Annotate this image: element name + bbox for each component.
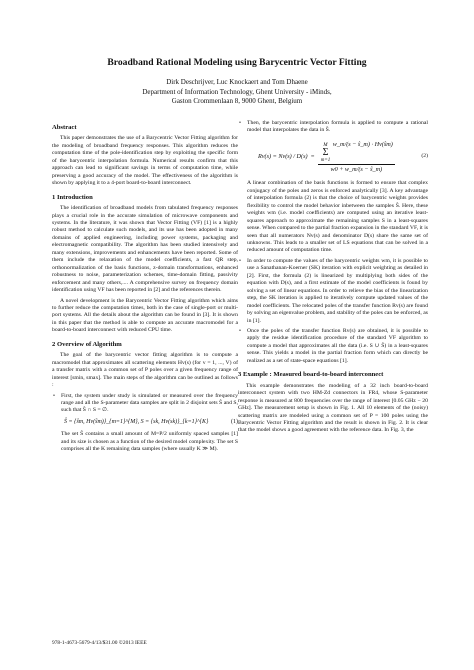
equation-1 (52, 419, 238, 426)
copyright-footer: 978-1-4673-5679-4/13/$31.00 ©2013 IEEE (52, 640, 147, 646)
bullet-text-4: Once the poles of the transfer function Rv(s) are obtained, it is possible to apply the residue identification procedure of the standard VF algorithm to compute a model that approximates all the data (i.e. S ∪ Ŝ) in a least-squares sense. This yields a model in the partial fraction form which can directly be realized as a set of state-space equations [1]. (247, 327, 428, 364)
bullet-icon: • (239, 120, 241, 126)
section-1-paragraph-2: A novel development is the Barycentric Vector Fitting algorithm which aims to further reduce the computation times, both in the case of single-port or multi-port systems. All the details about the algorithm can be found in [3]. It is shown in this paper that the method is able to compute an accurate macromodel for a board-to-board interconnect with reduced CPU time. (52, 297, 238, 334)
section-3-heading: 3 Example : Measured board-to-board interconnect (238, 371, 384, 379)
equation-2-numerator: M Σ m=1 w_m/(s − ŝ_m) · Hv(ŝm) (318, 141, 395, 165)
left-column (52, 120, 238, 457)
equation-2-denominator: w0 + w_m/(s − ŝ_m) (330, 165, 383, 173)
bullet-icon: • (239, 257, 241, 264)
right-column (238, 120, 428, 438)
author-names: Dirk Deschrijver, Luc Knockaert and Tom Dhaene (166, 78, 308, 86)
equation-2-lhs: Rv(s) = Nv(s) / D(s) (258, 153, 308, 161)
right-paragraph-1: A linear combination of the basis functions is formed to ensure that complex conjugacy of the poles and zeros is enforced analytically [3]. A key advantage of interpolation formula (2) is that the choice of barycentric weights provides flexibility to control the model behavior inbetween the samples Ŝ. Here, these weights wm (i.e. model coefficients) are computed using an iterative least-squares approach to approximate the remaining samples S in a least-squares sense. When compared to the partial fraction expansion in the standard VF, it is seen that all numerators Nv(s) and denominator D(s) share the same set of unknowns. This leads to a smaller set of LS equations that can be solved in a reduced amount of computation time. (247, 180, 428, 254)
bullet-text-1: First, the system under study is simulated or measured over the frequency range and all the S-parameter data samples are split in 2 disjoint sets Ŝ and S, such that Ŝ ∩ S = ∅. (61, 392, 238, 414)
section-1-paragraph-1: The identification of broadband models from tabulated frequency responses plays a crucial role in the accurate simulation of microwave components and systems. In the literature, it was shown that Vector Fitting (VF) [1] is a highly robust method to calculate such models, and its use has been adopted in many domains of applied engineering, including power systems, packaging and electromagnetic compatibility. The algorithm has been studied intensively and many extensions, improvements and enhancements have been reported. Some of them include the relaxation of the model coefficients, a fast QR step, orthonormalization of the basis functions, z-domain transformations, enhanced robustness to noise, parameterization schemes, time-domain fitting, passivity enforcement and many others,.... A comprehensive survey on frequency domain identification using VF has been reported in [2] and the references therein. (52, 205, 238, 294)
bullet-item-3 (238, 258, 428, 325)
abstract-text: This paper demonstrates the use of a Barycentric Vector Fitting algorithm for the modeling of broadband frequency responses. This algorithm reduces the computation time of the pole-identification step by exploiting the specific form of the barycentric interpolation formula. Numerical results confirm that this approach can lead to significant savings in terms of computation time, while preserving a good accuracy of the model. The effectiveness of the algorithm is shown by applying it to a 4-port board-to-board interconnect. (52, 135, 238, 187)
equation-2 (238, 141, 428, 173)
bullet-item-1 (52, 393, 238, 415)
equation-1-number: (1) (231, 418, 238, 425)
author-address: Gaston Crommenlaan 8, 9000 Ghent, Belgium (171, 97, 303, 106)
bullet-item-2 (238, 120, 428, 135)
sum-symbol: M Σ m=1 (320, 142, 331, 163)
bullet-icon: • (239, 327, 241, 334)
bullet-text-3: In order to compute the values of the barycentric weights wm, it is possible to use a Sanathanan-Koerner (SK) iteration with explicit weighting as detailed in [2]. First, the formula (2) is linearized by multiplying both sides of the equation with D(s), and a first estimate of the model coefficients is found by solving a set of linear equations. In order to relieve the bias of the linearization step, the SK iteration is applied to iteratively compute updated values of the model coefficients. The relocated poles of the transfer function Rv(s) are found by solving an eigenvalue problem, and stability of the poles can be enforced, as in [1]. (247, 257, 428, 324)
equation-2-number: (2) (421, 153, 428, 160)
section-2-paragraph-1: The goal of the barycentric vector fitting algorithm is to compute a macromodel that approximates all scattering elements Hv(s) (for v = 1, ..., V) of a transfer matrix with a common set of P poles over a given frequency range of interest [smin, smax]. The main steps of the algorithm can be outlined as follows : (52, 352, 238, 389)
paper-title: Broadband Rational Modeling using Barycentric Vector Fitting (107, 57, 367, 68)
equation-2-body: Rv(s) = Nv(s) / D(s) = M Σ m=1 w_m/(s − ŝ_m) · Hv(ŝm) w0 + w_m/(s − ŝ_m) (258, 140, 393, 173)
author-block (0, 78, 474, 107)
equation-2-fraction (318, 141, 395, 173)
bullet-item-4 (238, 328, 428, 365)
section-3-paragraph: This example demonstrates the modeling of a 32 inch board-to-board interconnect system with two HM-Zd connectors in FR4, whose S-parameter response is measured at 800 frequencies over the range of interest [0.05 GHz − 20 GHz]. The measurement setup is shown in Fig. 1. All 10 elements of the (noisy) scattering matrix are modeled using a common set of P = 100 poles using the Barycentric Vector Fitting algorithm and the result is shown in Fig. 2. It is clear that the model shows a good agreement with the reference data. In Fig. 3, the (238, 382, 428, 434)
equation-1-body: Ŝ = {ŝm, Hv(ŝm)}_{m=1}^{M}, S = {sk, Hv(sk)}_{k=1}^{K} (64, 418, 209, 425)
section-1-heading: 1 Introduction (52, 193, 93, 201)
section-2-heading: 2 Overview of Algorithm (52, 340, 122, 348)
section-2-paragraph-2: The set Ŝ contains a small amount of M=P/2 uniformly spaced samples [1] and its size is chosen as a function of the desired model complexity. The set S comprises all the K remaining data samples (where usually K ≫ M). (61, 431, 238, 453)
abstract-heading: Abstract (52, 124, 77, 131)
bullet-icon: • (53, 392, 55, 399)
bullet-text-2: Then, the barycentric interpolation formula is applied to compute a rational model that interpolates the data in Ŝ. (247, 120, 428, 134)
author-department: Department of Information Technology, Ghent University - iMinds, (142, 87, 332, 96)
